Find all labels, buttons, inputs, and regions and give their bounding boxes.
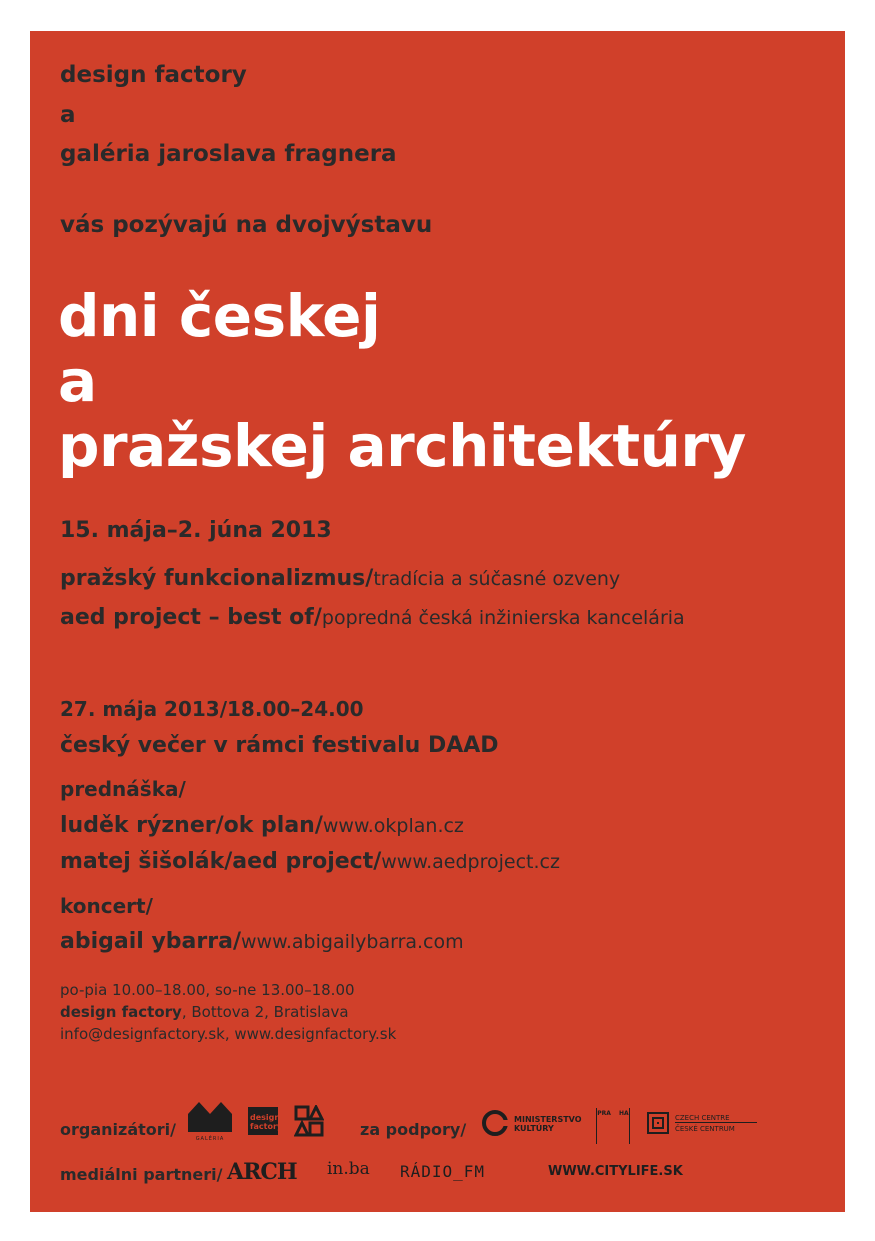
lecture-1 — [60, 813, 464, 838]
exhibition-dates: 15. mája–2. júna 2013 — [60, 518, 332, 543]
concert-label: koncert/ — [60, 894, 153, 918]
exhibition-item-1 — [60, 566, 620, 591]
organizer-line-2: a — [60, 102, 76, 128]
galeria-logo-text: GALÉRIA — [195, 1136, 225, 1142]
exhibition-item-subtitle: tradícia a súčasné ozveny — [373, 568, 621, 590]
exhibition-item-title: pražský funkcionalizmus/ — [60, 566, 374, 591]
inba-logo — [327, 1159, 377, 1183]
galeria-logo — [188, 1102, 232, 1142]
title-line-3: pražskej architektúry — [58, 412, 746, 480]
czech-centre-logo — [647, 1112, 763, 1140]
contact: info@designfactory.sk, www.designfactory.sk — [60, 1025, 397, 1043]
evening-name: český večer v rámci festivalu DAAD — [60, 733, 499, 758]
citylife-logo — [548, 1164, 696, 1186]
exhibition-item-title: aed project – best of/ — [60, 605, 322, 630]
venue-name: design factory — [60, 1003, 182, 1021]
exhibition-item-2 — [60, 605, 685, 630]
concert — [60, 929, 464, 954]
poster — [30, 31, 845, 1212]
invite-line: vás pozývajú na dvojvýstavu — [60, 212, 433, 238]
lecturer-url: www.okplan.cz — [322, 815, 464, 837]
czech-centre-logo-text-1: CZECH CENTRE — [675, 1114, 757, 1123]
design-factory-logo — [248, 1107, 283, 1135]
daad-mark-icon — [294, 1105, 324, 1137]
organizers-label: organizátori/ — [60, 1120, 176, 1139]
evening-datetime: 27. mája 2013/18.00–24.00 — [60, 697, 364, 721]
venue — [60, 1002, 349, 1023]
media-partners-label: mediálni partneri/ — [60, 1165, 223, 1184]
arch-logo-text: ARCH — [227, 1159, 297, 1185]
lecturer-name: matej šišolák/aed project/ — [60, 849, 382, 874]
title-line-1: dni českej — [58, 282, 381, 350]
galeria-mark-icon — [188, 1102, 232, 1132]
support-label: za podpory/ — [360, 1120, 467, 1139]
ministry-logo — [482, 1110, 592, 1140]
citylife-logo-text: WWW.CITYLIFE.SK — [548, 1164, 683, 1179]
inba-logo-text: in.ba — [327, 1159, 370, 1179]
organizer-line-1: design factory — [60, 62, 247, 88]
lecturer-url: www.aedproject.cz — [381, 851, 560, 873]
lecturer-name: luděk rýzner/ok plan/ — [60, 813, 323, 838]
design-factory-logo-text-1: design — [250, 1113, 281, 1122]
lecture-2 — [60, 849, 560, 874]
organizer-line-3: galéria jaroslava fragnera — [60, 141, 397, 167]
praha-logo — [596, 1108, 630, 1144]
performer-name: abigail ybarra/ — [60, 929, 241, 954]
opening-hours: po-pia 10.00–18.00, so-ne 13.00–18.00 — [60, 981, 355, 999]
ministry-logo-text-2: KULTÚRY — [514, 1124, 554, 1133]
exhibition-item-subtitle: popredná česká inžinierska kancelária — [321, 607, 685, 629]
ministry-mark-icon — [482, 1110, 508, 1136]
ministry-logo-text-1: MINISTERSTVO — [514, 1115, 582, 1124]
czech-centre-mark-icon — [647, 1112, 669, 1134]
radio-fm-logo-text: RÁDIO_FM — [400, 1162, 486, 1181]
arch-logo — [227, 1159, 303, 1185]
daad-logo — [294, 1105, 324, 1137]
venue-address: , Bottova 2, Bratislava — [181, 1003, 349, 1021]
radio-fm-logo — [400, 1162, 524, 1184]
lecture-label: prednáška/ — [60, 777, 186, 801]
czech-centre-logo-text-2: ČESKÉ CENTRUM — [675, 1125, 735, 1133]
design-factory-logo-text-2: factory — [250, 1122, 283, 1131]
praha-logo-text: PRA HA — [597, 1110, 629, 1117]
title-line-2: a — [58, 347, 97, 415]
performer-url: www.abigailybarra.com — [240, 931, 464, 953]
